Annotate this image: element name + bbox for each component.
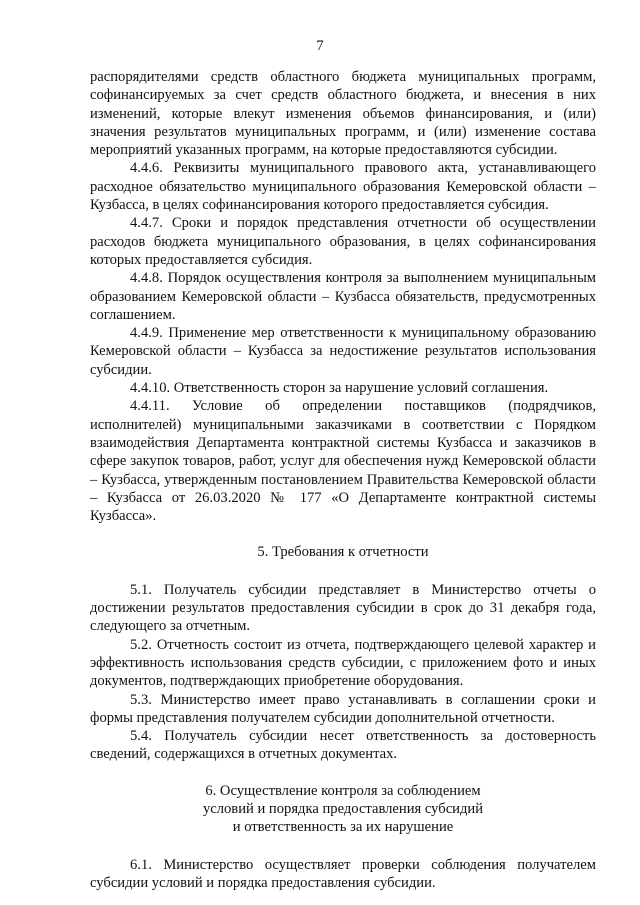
section-6-heading-line: условий и порядка предоставления субсидий	[202, 800, 484, 817]
paragraph-4-4-11: 4.4.11. Условие об определении поставщиков (подрядчиков, исполнителей) муниципальными заказчиками в соответствии с Порядком взаимодействия Департамента контрактной системы Кузбасса и заказчиков в сфере закупок товаров, работ, услуг для обеспечения нужд Кемеровской области – Кузбасса, утвержденным постановлением Правительства Кемеровской области – Кузбасса от 26.03.2020 № 177 «О Департаменте контрактной системы Кузбасса».	[90, 398, 596, 525]
section-5-heading: 5. Требования к отчетности	[257, 544, 429, 561]
section-6-heading	[90, 782, 596, 837]
paragraph-4-4-6: 4.4.6. Реквизиты муниципального правового акта, устанавливающего расходное обязательство муниципального образования Кемеровской области – Кузбасса, в целях софинансирования которого предоставляется субсидия.	[90, 160, 596, 214]
page-number: 7	[316, 38, 324, 54]
paragraph-4-4-8: 4.4.8. Порядок осуществления контроля за выполнением муниципальным образованием Кемеровской области – Кузбасса обязательств, предусмотренных соглашением.	[90, 270, 596, 323]
paragraph-5-4: 5.4. Получатель субсидии несет ответственность за достоверность сведений, содержащихся в отчетных документах.	[90, 728, 596, 763]
section-6-heading-line: 6. Осуществление контроля за соблюдением	[205, 782, 481, 799]
document-body	[90, 68, 596, 892]
paragraph-4-4-10: 4.4.10. Ответственность сторон за нарушение условий соглашения.	[130, 380, 549, 397]
paragraph-6-1: 6.1. Министерство осуществляет проверки соблюдения получателем субсидии условий и порядка предоставления субсидии.	[90, 856, 596, 891]
section-6-heading-line: и ответственность за их нарушение	[232, 819, 454, 836]
paragraph-4-4-7: 4.4.7. Сроки и порядок представления отчетности об осуществлении расходов бюджета муниципального образования, в целях софинансирования которых предоставляется субсидия.	[90, 215, 596, 268]
paragraph-5-3: 5.3. Министерство имеет право устанавливать в соглашении сроки и формы представления получателем субсидии дополнительной отчетности.	[90, 691, 596, 726]
paragraph-5-2: 5.2. Отчетность состоит из отчета, подтверждающего целевой характер и эффективность использования средств субсидии, с приложением фото и иных документов, подтверждающих приобретение оборудования.	[90, 636, 596, 690]
paragraph-continuation: распорядителями средств областного бюджета муниципальных программ, софинансируемых за счет средств областного бюджета, и внесения в них изменений, которые влекут изменения объемов финансирования, и (или) значения результатов муниципальных программ, и (или) изменение состава мероприятий указанных программ, на которые предоставляются субсидии.	[90, 69, 596, 159]
paragraph-4-4-9: 4.4.9. Применение мер ответственности к муниципальному образованию Кемеровской области – Кузбасса за недостижение результатов использования субсидии.	[90, 325, 596, 378]
paragraph-5-1: 5.1. Получатель субсидии представляет в Министерство отчеты о достижении результатов предоставления субсидии в срок до 31 декабря года, следующего за отчетным.	[90, 581, 596, 635]
